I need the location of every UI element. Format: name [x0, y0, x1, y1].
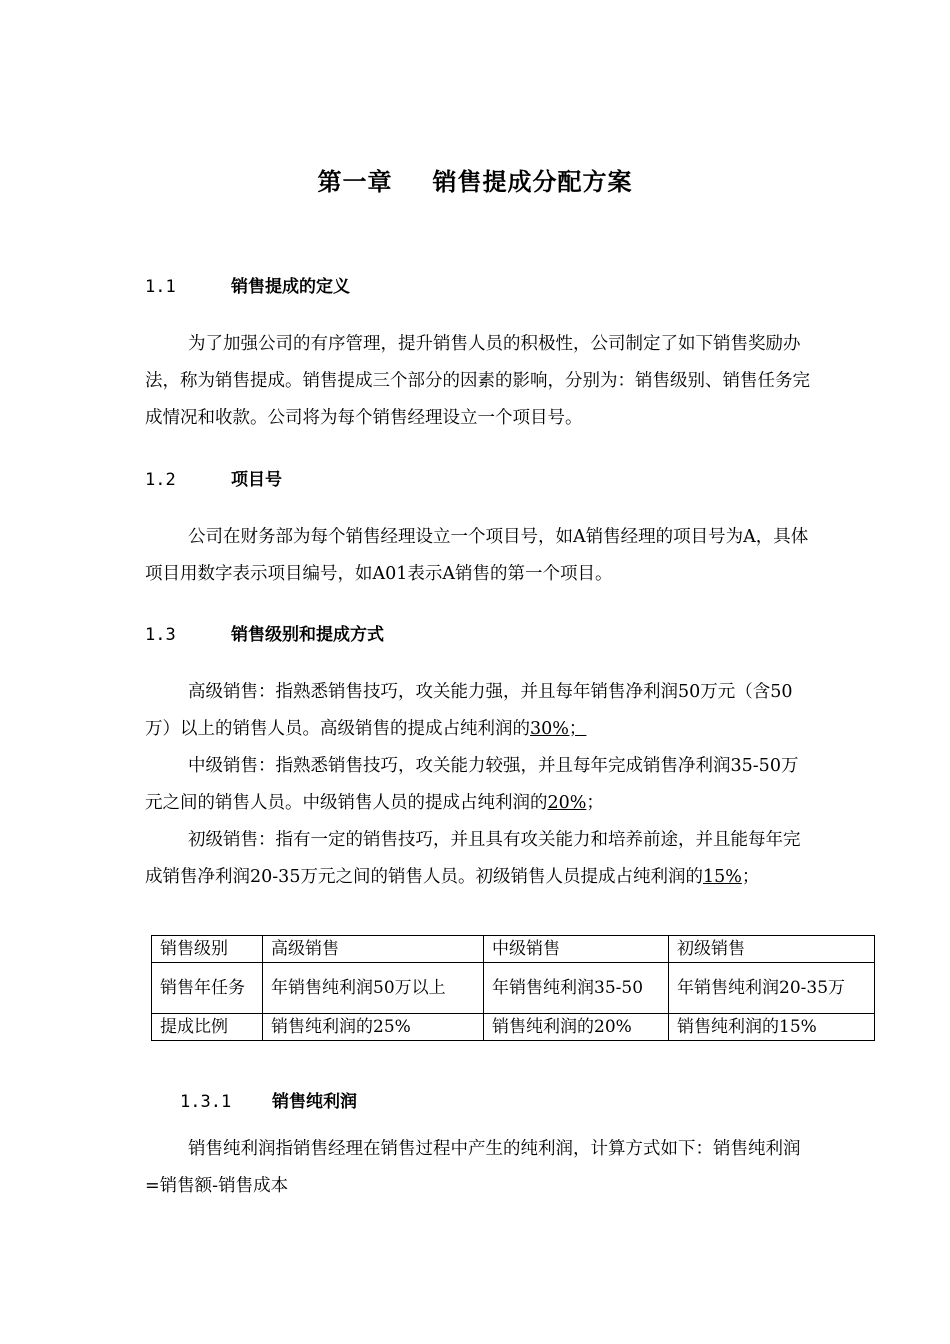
section-heading-1-3 — [145, 620, 384, 645]
table-cell: 销售纯利润的20% — [484, 1014, 669, 1041]
junior-percentage: 15% — [702, 867, 742, 887]
sales-grade-table — [151, 935, 875, 1041]
section-number: 1.2 — [145, 470, 176, 490]
senior-text: 高级销售：指熟悉销售技巧，攻关能力强，并且每年销售净利润50万元（含50万）以上的销售人员。高级销售的提成占纯利润的 — [145, 682, 793, 739]
section-heading-1-1 — [145, 272, 350, 297]
section-title: 销售提成的定义 — [231, 277, 350, 297]
senior-percentage: 30%； — [530, 719, 587, 739]
chapter-number: 第一章 — [317, 168, 393, 196]
table-row — [152, 963, 875, 1014]
chapter-name: 销售提成分配方案 — [432, 168, 633, 196]
chapter-title — [0, 162, 950, 197]
table-cell: 提成比例 — [152, 1014, 263, 1041]
table-cell: 销售级别 — [152, 936, 263, 963]
junior-text: 初级销售：指有一定的销售技巧，并且具有攻关能力和培养前途，并且能每年完成销售净利润20-35万元之间的销售人员。初级销售人员提成占纯利润的 — [145, 830, 801, 887]
paragraph-mid-sales — [145, 748, 810, 822]
paragraph-project-number: 公司在财务部为每个销售经理设立一个项目号，如A销售经理的项目号为A，具体项目用数字表示项目编号，如A01表示A销售的第一个项目。 — [145, 527, 809, 584]
section-heading-1-2 — [145, 465, 282, 490]
section-number: 1.3.1 — [180, 1092, 232, 1112]
section-title: 销售级别和提成方式 — [231, 625, 384, 645]
table-cell: 销售纯利润的25% — [263, 1014, 484, 1041]
paragraph-junior-sales — [145, 822, 810, 896]
section-title: 销售纯利润 — [272, 1092, 357, 1112]
mid-text: 中级销售：指熟悉销售技巧，攻关能力较强，并且每年完成销售净利润35-50万元之间的销售人员。中级销售人员的提成占纯利润的 — [145, 756, 799, 813]
table-row — [152, 936, 875, 963]
table-cell: 年销售纯利润35-50 — [484, 963, 669, 1014]
table-cell: 销售年任务 — [152, 963, 263, 1014]
section-title: 项目号 — [231, 470, 282, 490]
section-number: 1.3 — [145, 625, 176, 645]
section-heading-1-3-1 — [180, 1087, 357, 1112]
table-cell: 中级销售 — [484, 936, 669, 963]
table-cell: 高级销售 — [263, 936, 484, 963]
paragraph-senior-sales — [145, 674, 810, 748]
paragraph-definition: 为了加强公司的有序管理，提升销售人员的积极性，公司制定了如下销售奖励办法，称为销售提成。销售提成三个部分的因素的影响，分别为：销售级别、销售任务完成情况和收款。公司将为每个销售经理设立一个项目号。 — [145, 334, 810, 428]
table-cell: 销售纯利润的15% — [669, 1014, 875, 1041]
section-number: 1.1 — [145, 277, 176, 297]
table-row — [152, 1014, 875, 1041]
mid-end: ； — [586, 793, 604, 813]
junior-end: ； — [741, 867, 760, 887]
table-cell: 年销售纯利润20-35万 — [669, 963, 875, 1014]
table-cell: 年销售纯利润50万以上 — [263, 963, 484, 1014]
paragraph-net-profit: 销售纯利润指销售经理在销售过程中产生的纯利润，计算方式如下：销售纯利润=销售额-销售成本 — [145, 1139, 801, 1196]
table-cell: 初级销售 — [669, 936, 875, 963]
mid-percentage: 20% — [547, 793, 587, 813]
